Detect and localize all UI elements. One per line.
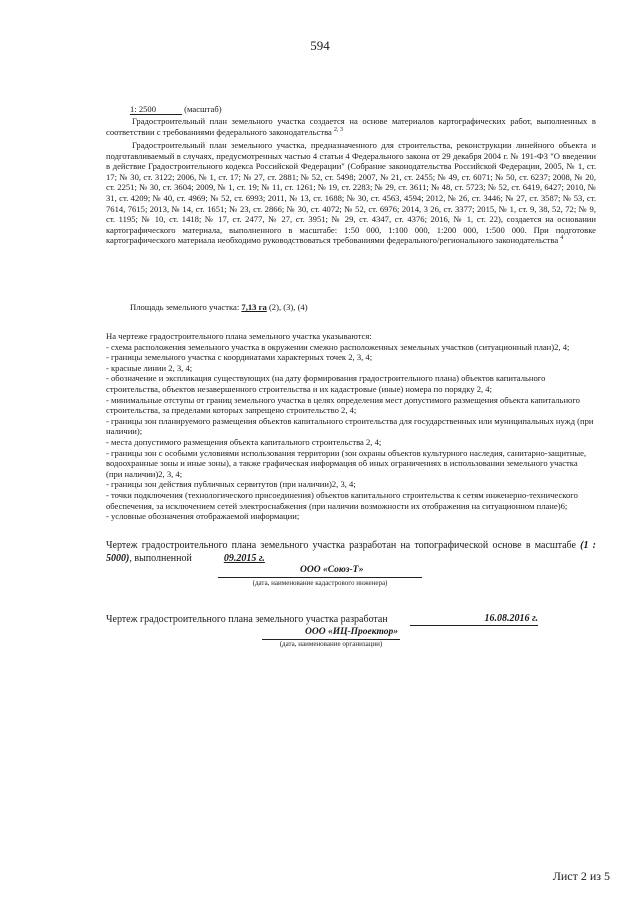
topo-scale: (1 : 5000) (106, 540, 596, 564)
list-item: - места допустимого размещения объекта капитального строительства 2, 4; (106, 436, 382, 447)
drawing-intro: На чертеже градостроительного плана земельного участка указываются: (106, 331, 372, 341)
paragraph1-sup: 2, 3 (334, 126, 344, 133)
list-item: - обозначение и экспликация существующих (на дату формирования градостроительного плана) объектов капитального строительства, объектов незавершенного строительства и их кадастровые (иные) номера по порядку 2, 4; (106, 373, 546, 394)
developed-org: ООО «ИЦ-Проектор» (305, 627, 398, 637)
topo-text-a: Чертеж градостроительного плана земельного участка разработан на топографической основе в масштабе (106, 540, 576, 551)
area-line (130, 302, 620, 313)
area-refs: (2), (3), (4) (268, 302, 308, 312)
developed-caption: (дата, наименование организации) (279, 640, 383, 648)
page-number: 594 (310, 38, 330, 53)
paragraph-linear-object (106, 140, 596, 246)
list-item: - границы зон действия публичных сервитутов (при наличии)2, 3, 4; (106, 479, 356, 490)
list-item: - красные линии 2, 3, 4; (106, 362, 193, 373)
area-label: Площадь земельного участка: (130, 302, 240, 312)
developed-date: 16.08.2016 г. (484, 613, 538, 624)
topo-text-b: , выполненной (129, 553, 192, 564)
scale-line (130, 104, 222, 115)
paragraph-cartography (106, 116, 596, 137)
list-item: - минимальные отступы от границ земельного участка в целях определения мест допустимого размещения объекта капитального строительства, за пределами которых запрещено строительство 2, 4; (106, 394, 580, 416)
sheet-counter: Лист 2 из 5 (552, 869, 610, 883)
developed-text: Чертеж градостроительного плана земельного участка разработан (106, 614, 388, 625)
list-item: - границы зон планируемого размещения объектов капитального строительства для государственных или муниципальных нужд (при наличии); (106, 415, 594, 437)
topo-org: ООО «Союз-Т» (300, 565, 364, 575)
topo-caption: (дата, наименование кадастрового инженера) (252, 579, 388, 587)
topo-statement (106, 539, 596, 565)
paragraph1-text: Градостроительный план земельного участка создается на основе материалов картографических работ, выполненных в соответствии с требованиями федерального законодательства (106, 116, 596, 137)
topo-org-underline (218, 577, 422, 578)
area-value: 7,13 га (241, 302, 267, 312)
drawing-list (106, 331, 596, 522)
list-item: - границы земельного участка с координатами характерных точек 2, 3, 4; (106, 352, 373, 363)
list-item: - условные обозначения отображаемой информации; (106, 511, 300, 522)
list-item: - границы зон с особыми условиями использования территории (зон охраны объектов культурного наследия, санитарно-защитные, водоохранные зоны и иные зоны), а также графическая информация об иных ограничениях в использовании земельного участка (при наличии)2, 3, 4; (106, 447, 587, 479)
paragraph2-sup: 4 (560, 235, 564, 242)
scale-value: 1: 2500 (130, 104, 182, 115)
scale-label: (масштаб) (184, 104, 222, 114)
list-item: - схема расположения земельного участка в окружении смежно расположенных земельных участков (ситуационный план)2, 4; (106, 341, 570, 352)
list-item: - точки подключения (технологического присоединения) объектов капитального строительства к сетям инженерно-технического обеспечения, за исключением сетей электроснабжения (при наличии возможности их отображения на ситуационном плане)6; (106, 489, 578, 511)
topo-date: 09.2015 г. (223, 553, 265, 564)
developed-date-underline (410, 625, 538, 626)
paragraph2-text: Градостроительный план земельного участка, предназначенного для строительства, реконструкции линейного объекта и подготавливаемый в случаях, предусмотренных частью 4 статьи 4 Федерального закона от 29 декабря 2004 г. № 191-ФЗ "О введении в действие Градостроительного кодекса Российской Федерации" (Собрание законодательства Российской Федерации, 2005, № 1, ст. 17; № 30, ст. 3122; 2006, № 1, ст. 17; № 27, ст. 2881; № 52, ст. 5498; 2007, № 21, ст. 2455; № 49, ст. 6071; № 50, ст. 6237; 2008, № 20, ст. 2251; № 30, ст. 3604; 2009, № 1, ст. 19; № 11, ст. 1261; № 19, ст. 2283; № 29, ст. 3611; № 48, ст. 5723; № 52, ст. 6419, 6427; 2010, № 31, ст. 4209; № 40, ст. 4969; № 52, ст. 6993; 2011, № 13, ст. 1688; № 30, ст. 4563, 4594; 2012, № 26, ст. 3446; № 27, ст. 3587; № 53, ст. 7614, 7615; 2013, № 14, ст. 1651; № 23, ст. 2866; № 30, ст. 4072; № 52, ст. 6976; 2014, 3 26, ст. 3377; 2015, № 1, ст. 9, 38, 52, 72; № 9, ст. 1195; № 10, ст. 1418; № 17, ст. 2477, № 27, ст. 3951; № 29, ст. 4347, ст. 4376; 2016, № 1, ст. 22), создается на основании картографического материала, выполненного в масштабе: 1:50 000, 1:100 000, 1:200 000, 1:500 000. При подготовке картографического материала необходимо руководствоваться требованиями федерального/регионального законодательства (106, 140, 596, 246)
